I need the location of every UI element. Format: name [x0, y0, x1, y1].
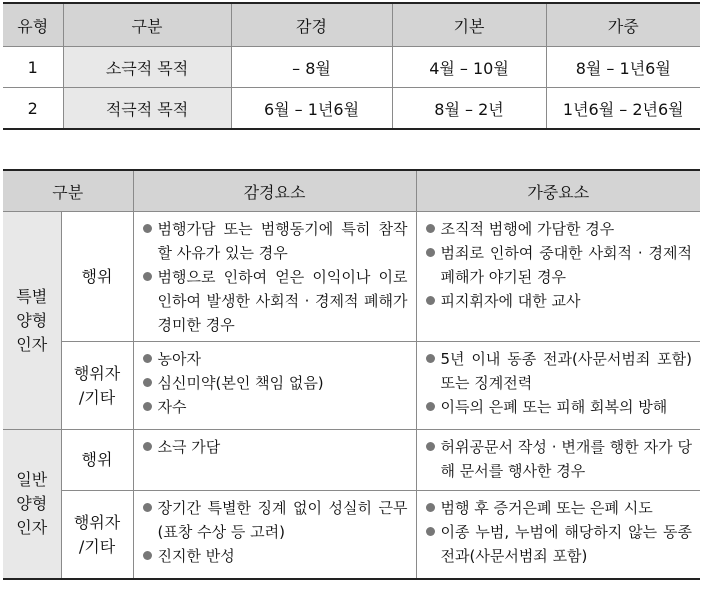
list-item: 자수	[142, 395, 408, 419]
mitigation-factors	[133, 491, 416, 580]
aggravation-factors	[416, 430, 700, 491]
list-item: 이득의 은폐 또는 피해 회복의 방해	[425, 395, 693, 419]
header-aggravation: 가중	[546, 3, 700, 47]
aggravation-factors	[416, 342, 700, 430]
mitigation-range: 6월 – 1년6월	[231, 88, 392, 130]
row-category: 적극적 목적	[63, 88, 231, 130]
mitigation-range: – 8월	[231, 47, 392, 88]
mitigation-factors	[133, 212, 416, 342]
sentencing-factor-table	[3, 169, 700, 580]
header-category: 구분	[63, 3, 231, 47]
row-number: 1	[3, 47, 63, 88]
aggravation-range: 1년6월 – 2년6월	[546, 88, 700, 130]
base-range: 4월 – 10월	[392, 47, 546, 88]
table-row	[3, 47, 700, 88]
row-category: 소극적 목적	[63, 47, 231, 88]
list-item: 농아자	[142, 347, 408, 371]
group-label-special: 특별 양형 인자	[3, 212, 61, 430]
list-item: 범행으로 인하여 얻은 이익이나 이로 인하여 발생한 사회적 · 경제적 폐해가 경미한 경우	[142, 265, 408, 337]
list-item: 5년 이내 동종 전과(사문서범죄 포함) 또는 징계전력	[425, 347, 693, 395]
aggravation-factors	[416, 491, 700, 580]
list-item: 조직적 범행에 가담한 경우	[425, 217, 693, 241]
table-row	[3, 491, 700, 580]
list-item: 피지휘자에 대한 교사	[425, 289, 693, 313]
base-range: 8월 – 2년	[392, 88, 546, 130]
table-row	[3, 430, 700, 491]
mitigation-factors	[133, 430, 416, 491]
list-item: 범행 후 증거은폐 또는 은폐 시도	[425, 496, 693, 520]
mitigation-factors	[133, 342, 416, 430]
table-row	[3, 342, 700, 430]
aggravation-factors	[416, 212, 700, 342]
list-item: 허위공문서 작성 · 변개를 행한 자가 당해 문서를 행사한 경우	[425, 435, 693, 483]
header-aggravation-factors: 가중요소	[416, 170, 700, 212]
row-number: 2	[3, 88, 63, 130]
sentencing-range-table	[3, 2, 700, 130]
header-base: 기본	[392, 3, 546, 47]
list-item: 진지한 반성	[142, 544, 408, 568]
table-row	[3, 88, 700, 130]
header-category: 구분	[3, 170, 133, 212]
aggravation-range: 8월 – 1년6월	[546, 47, 700, 88]
list-item: 범죄로 인하여 중대한 사회적 · 경제적 폐해가 야기된 경우	[425, 241, 693, 289]
list-item: 장기간 특별한 징계 없이 성실히 근무(표창 수상 등 고려)	[142, 496, 408, 544]
table-row	[3, 212, 700, 342]
list-item: 심신미약(본인 책임 없음)	[142, 371, 408, 395]
header-mitigation: 감경	[231, 3, 392, 47]
list-item: 이종 누범, 누범에 해당하지 않는 동종 전과(사문서범죄 포함)	[425, 520, 693, 568]
sub-label: 행위자 /기타	[61, 491, 133, 580]
group-label-general: 일반 양형 인자	[3, 430, 61, 580]
sub-label: 행위자 /기타	[61, 342, 133, 430]
header-mitigation-factors: 감경요소	[133, 170, 416, 212]
table-header-row	[3, 3, 700, 47]
list-item: 범행가담 또는 범행동기에 특히 참작할 사유가 있는 경우	[142, 217, 408, 265]
header-type: 유형	[3, 3, 63, 47]
sub-label: 행위	[61, 430, 133, 491]
table-header-row	[3, 170, 700, 212]
sub-label: 행위	[61, 212, 133, 342]
list-item: 소극 가담	[142, 435, 408, 459]
